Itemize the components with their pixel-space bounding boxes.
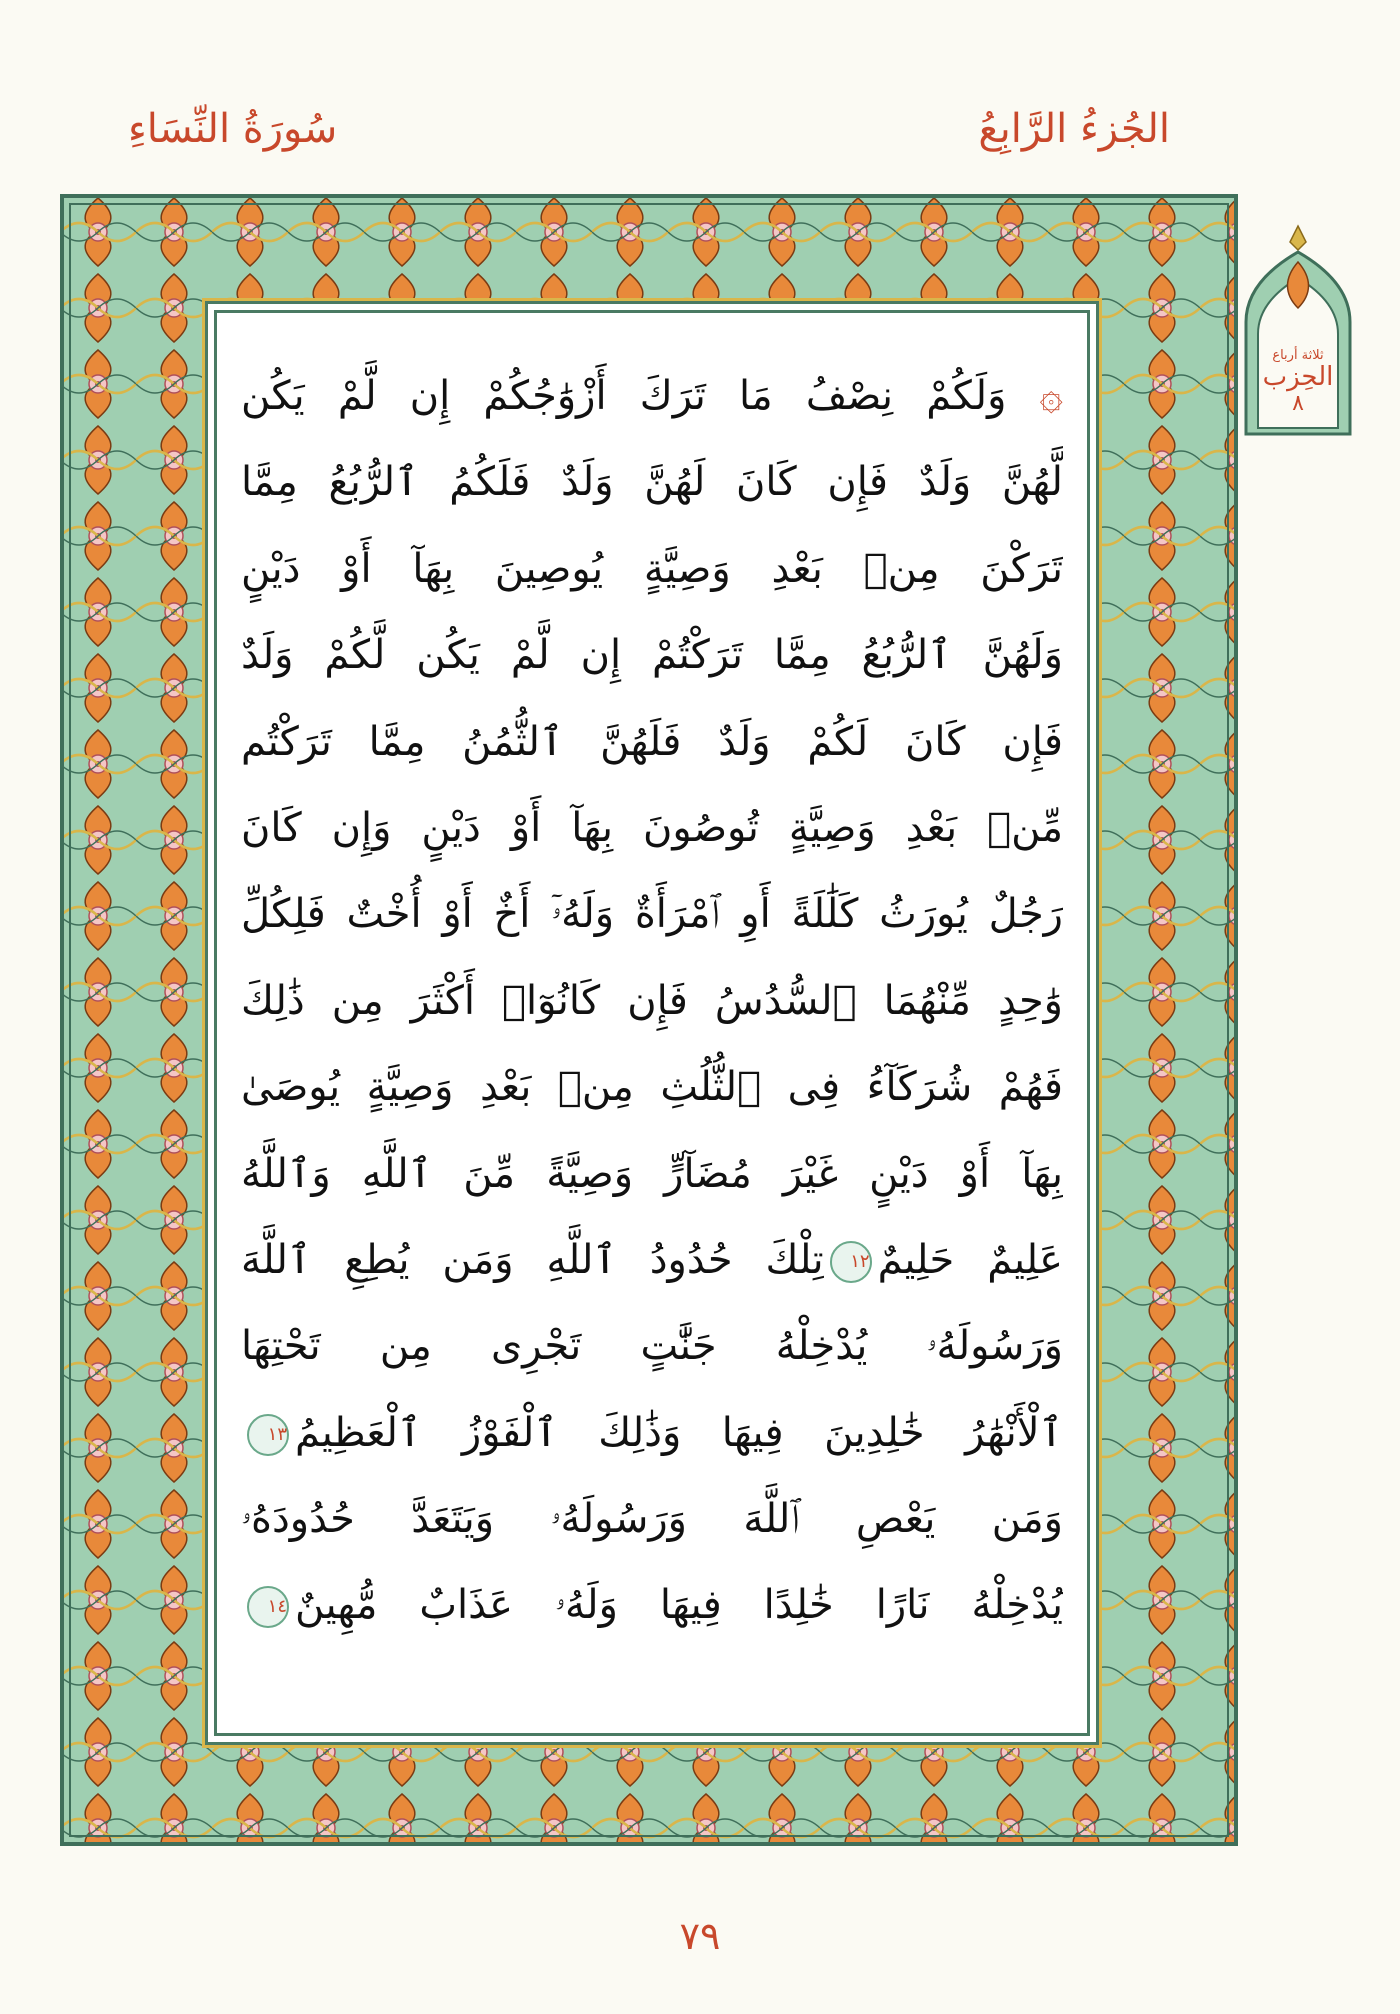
verse-end-marker: ١٢ <box>830 1241 872 1283</box>
text-line-9: فَهُمْ شُرَكَآءُ فِى ٱلثُّلُثِ مِنۢ بَعْدِ وَصِيَّةٍ يُوصَىٰ <box>241 1064 1063 1111</box>
text-line-7: رَجُلٌ يُورَثُ كَلَٰلَةً أَوِ ٱمْرَأَةٌ وَلَهُۥٓ أَخٌ أَوْ أُخْتٌ فَلِكُلِّ <box>241 891 1063 938</box>
hizb-quarter: ثلاثة أرباع <box>1272 348 1324 363</box>
text-line-15 <box>241 1562 1063 1648</box>
line-text: تِلْكَ حُدُودُ ٱللَّهِ وَمَن يُطِعِ ٱللَّهَ <box>241 1236 824 1283</box>
hizb-label <box>1254 348 1342 416</box>
text-line-12: وَرَسُولَهُۥ يُدْخِلْهُ جَنَّٰتٍ تَجْرِى مِن تَحْتِهَا <box>241 1323 1063 1370</box>
text-panel <box>214 310 1090 1736</box>
text-line-5: فَإِن كَانَ لَكُمْ وَلَدٌ فَلَهُنَّ ٱلثُّمُنُ مِمَّا تَرَكْتُم <box>241 718 1063 765</box>
text-line-6: مِّنۢ بَعْدِ وَصِيَّةٍ تُوصُونَ بِهَآ أَوْ دَيْنٍ وَإِن كَانَ <box>241 804 1063 851</box>
hizb-number: ٨ <box>1292 391 1304 416</box>
juz-title: الجُزءُ الرَّابِعُ <box>978 106 1170 152</box>
verse-lines <box>241 353 1063 1703</box>
text-line-1 <box>241 353 1063 439</box>
text-line-13 <box>241 1390 1063 1476</box>
text-line-11 <box>241 1217 1063 1303</box>
text-line-14: وَمَن يَعْصِ ٱللَّهَ وَرَسُولَهُۥ وَيَتَعَدَّ حُدُودَهُۥ <box>241 1496 1063 1543</box>
line-text: ٱلْأَنْهَٰرُ خَٰلِدِينَ فِيهَا وَذَٰلِكَ ٱلْفَوْزُ ٱلْعَظِيمُ <box>295 1409 1063 1456</box>
text-line-2: لَّهُنَّ وَلَدٌ فَإِن كَانَ لَهُنَّ وَلَدٌ فَلَكُمُ ٱلرُّبُعُ مِمَّا <box>241 459 1063 506</box>
hizb-star-icon: ۞ <box>1006 373 1063 419</box>
text-line-3: تَرَكْنَ مِنۢ بَعْدِ وَصِيَّةٍ يُوصِينَ بِهَآ أَوْ دَيْنٍ <box>241 545 1063 592</box>
page-number: ٧٩ <box>679 1914 721 1958</box>
hizb-word: الحِزب <box>1262 362 1334 392</box>
line-text: عَلِيمٌ حَلِيمٌ <box>877 1236 1063 1283</box>
verse-end-marker: ١٣ <box>247 1414 289 1456</box>
text-line-4: وَلَهُنَّ ٱلرُّبُعُ مِمَّا تَرَكْتُمْ إِن لَّمْ يَكُن لَّكُمْ وَلَدٌ <box>241 632 1063 679</box>
surah-title: سُورَةُ النِّسَاءِ <box>128 106 338 152</box>
line-text: وَلَكُمْ نِصْفُ مَا تَرَكَ أَزْوَٰجُكُمْ إِن لَّمْ يَكُن <box>241 373 1007 419</box>
text-line-8: وَٰحِدٍ مِّنْهُمَا ٱلسُّدُسُ فَإِن كَانُوٓا۟ أَكْثَرَ مِن ذَٰلِكَ <box>241 977 1063 1024</box>
text-line-10: بِهَآ أَوْ دَيْنٍ غَيْرَ مُضَآرٍّ وَصِيَّةً مِّنَ ٱللَّهِ وَٱللَّهُ <box>241 1150 1063 1197</box>
verse-end-marker: ١٤ <box>247 1586 289 1628</box>
line-text: يُدْخِلْهُ نَارًا خَٰلِدًا فِيهَا وَلَهُۥ عَذَابٌ مُّهِينٌ <box>295 1582 1063 1629</box>
